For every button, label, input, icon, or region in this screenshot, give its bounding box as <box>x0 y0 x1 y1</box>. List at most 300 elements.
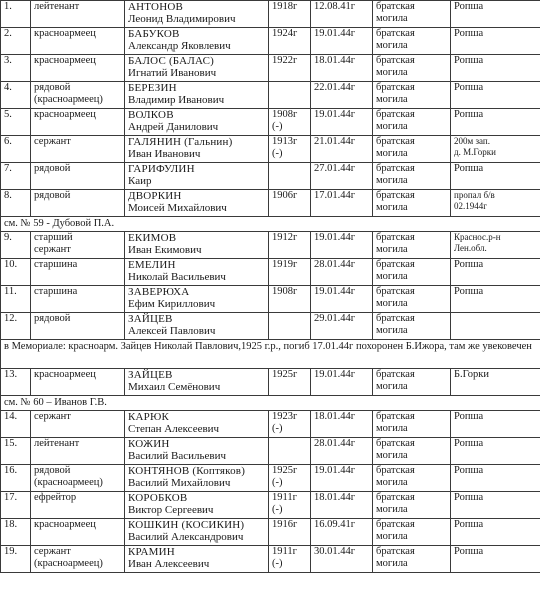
row-number: 2. <box>1 28 31 55</box>
burial-type-cell <box>373 369 451 396</box>
register-body <box>1 1 540 573</box>
given-name: Николай Васильевич <box>128 271 226 283</box>
burial-place-cell <box>451 465 540 492</box>
name-cell <box>125 438 269 465</box>
birth-year-cell <box>269 546 311 573</box>
rank-line: старший <box>34 232 73 243</box>
burial-type-cell <box>373 313 451 340</box>
birth-year-line: (-) <box>272 477 283 488</box>
burial-place-line: Ропша <box>454 411 484 422</box>
note-text: в Мемориале: красноарм. Зайцев Николай Павлович,1925 г.р., погиб 17.01.44г похоронен Б.Ижора, там же увековечен <box>1 340 540 369</box>
burial-type-cell <box>373 519 451 546</box>
table-row <box>1 136 540 163</box>
birth-year-cell <box>269 519 311 546</box>
table-row <box>1 82 540 109</box>
surname: ВОЛКОВ <box>128 109 174 121</box>
table-row <box>1 190 540 217</box>
burial-type-line: могила <box>376 423 408 434</box>
burial-place-line: Краснос.р-н <box>454 232 501 242</box>
row-number: 4. <box>1 82 31 109</box>
name-cell <box>125 190 269 217</box>
name-cell <box>125 232 269 259</box>
death-date-cell: 18.01.44г <box>311 55 373 82</box>
rank-line: сержант <box>34 546 71 557</box>
death-date-cell: 12.08.41г <box>311 1 373 28</box>
death-date-cell: 19.01.44г <box>311 286 373 313</box>
burial-type-line: могила <box>376 148 408 159</box>
birth-year-line: 1925г <box>272 369 298 380</box>
surname: КОЖИН <box>128 438 170 450</box>
row-number: 10. <box>1 259 31 286</box>
rank-cell <box>31 369 125 396</box>
row-number: 15. <box>1 438 31 465</box>
name-cell <box>125 1 269 28</box>
birth-year-line: 1923г <box>272 411 298 422</box>
burial-place-cell <box>451 82 540 109</box>
surname: ЗАВЕРЮХА <box>128 286 190 298</box>
burial-type-cell <box>373 55 451 82</box>
burial-type-cell <box>373 28 451 55</box>
birth-year-line: (-) <box>272 504 283 515</box>
rank-line: старшина <box>34 286 78 297</box>
given-name: Андрей Данилович <box>128 121 219 133</box>
rank-cell <box>31 163 125 190</box>
birth-year-line: (-) <box>272 423 283 434</box>
birth-year-line: 1912г <box>272 232 298 243</box>
burial-place-cell <box>451 190 540 217</box>
given-name: Василий Александрович <box>128 531 244 543</box>
birth-year-cell <box>269 82 311 109</box>
birth-year-line: (-) <box>272 121 283 132</box>
burial-type-line: могила <box>376 175 408 186</box>
death-date-cell: 28.01.44г <box>311 259 373 286</box>
burial-type-cell <box>373 286 451 313</box>
note-text: см. № 59 - Дубовой П.А. <box>1 217 540 232</box>
row-number: 7. <box>1 163 31 190</box>
surname: КАРЮК <box>128 411 170 423</box>
burial-type-line: могила <box>376 298 408 309</box>
rank-cell <box>31 190 125 217</box>
surname: ЕКИМОВ <box>128 232 177 244</box>
name-cell <box>125 259 269 286</box>
burial-type-line: братская <box>376 369 415 380</box>
birth-year-cell <box>269 492 311 519</box>
birth-year-cell <box>269 136 311 163</box>
row-number: 16. <box>1 465 31 492</box>
name-cell <box>125 411 269 438</box>
rank-line: красноармеец <box>34 369 96 380</box>
row-number: 5. <box>1 109 31 136</box>
burial-type-line: братская <box>376 492 415 503</box>
burial-place-line: 02.1944г <box>454 201 487 211</box>
table-row <box>1 286 540 313</box>
burial-type-line: братская <box>376 519 415 530</box>
burial-place-line: Ропша <box>454 55 484 66</box>
birth-year-line: (-) <box>272 558 283 569</box>
burial-place-cell <box>451 55 540 82</box>
given-name: Иван Алексеевич <box>128 558 210 570</box>
table-row <box>1 519 540 546</box>
birth-year-line: 1916г <box>272 519 298 530</box>
burial-type-line: могила <box>376 40 408 51</box>
row-number: 6. <box>1 136 31 163</box>
burial-place-cell <box>451 163 540 190</box>
burial-type-cell <box>373 259 451 286</box>
table-row <box>1 411 540 438</box>
name-cell <box>125 519 269 546</box>
row-number: 17. <box>1 492 31 519</box>
table-row <box>1 313 540 340</box>
burial-type-line: могила <box>376 121 408 132</box>
burial-type-cell <box>373 232 451 259</box>
name-cell <box>125 55 269 82</box>
death-date-cell: 18.01.44г <box>311 492 373 519</box>
table-row <box>1 369 540 396</box>
surname: ДВОРКИН <box>128 190 182 202</box>
surname: ГАРИФУЛИН <box>128 163 195 175</box>
birth-year-line: 1906г <box>272 190 298 201</box>
rank-cell <box>31 55 125 82</box>
burial-place-cell <box>451 438 540 465</box>
table-row <box>1 546 540 573</box>
table-row <box>1 259 540 286</box>
rank-cell <box>31 411 125 438</box>
note-row <box>1 340 540 369</box>
birth-year-cell <box>269 55 311 82</box>
row-number: 14. <box>1 411 31 438</box>
burial-place-cell <box>451 1 540 28</box>
burial-type-line: могила <box>376 450 408 461</box>
birth-year-line: 1908г <box>272 286 298 297</box>
burial-place-line: Ропша <box>454 109 484 120</box>
given-name: Владимир Иванович <box>128 94 225 106</box>
birth-year-line: 1924г <box>272 28 298 39</box>
burial-type-line: братская <box>376 411 415 422</box>
surname: БАЛОС (БАЛАС) <box>128 55 214 67</box>
rank-line: красноармеец <box>34 55 96 66</box>
surname: АНТОНОВ <box>128 1 184 13</box>
burial-type-line: братская <box>376 109 415 120</box>
rank-line: красноармеец <box>34 109 96 120</box>
death-date-cell: 19.01.44г <box>311 28 373 55</box>
table-row <box>1 55 540 82</box>
burial-place-line: Ропша <box>454 82 484 93</box>
given-name: Михаил Семёнович <box>128 381 221 393</box>
given-name: Василий Михайлович <box>128 477 231 489</box>
surname: ГАЛЯНИН (Гальнин) <box>128 136 233 148</box>
burial-type-line: братская <box>376 465 415 476</box>
rank-line: рядовой <box>34 163 71 174</box>
row-number: 19. <box>1 546 31 573</box>
burial-place-line: Ропша <box>454 1 484 12</box>
burial-place-line: Ропша <box>454 163 484 174</box>
death-date-cell: 16.09.41г <box>311 519 373 546</box>
row-number: 18. <box>1 519 31 546</box>
row-number: 12. <box>1 313 31 340</box>
rank-cell <box>31 28 125 55</box>
rank-cell <box>31 232 125 259</box>
burial-type-cell <box>373 82 451 109</box>
rank-line: (красноармеец) <box>34 477 103 488</box>
death-date-cell: 19.01.44г <box>311 465 373 492</box>
burial-place-cell <box>451 136 540 163</box>
surname: КОШКИН (КОСИКИН) <box>128 519 245 531</box>
burial-type-line: братская <box>376 313 415 324</box>
given-name: Александр Яковлевич <box>128 40 231 52</box>
given-name: Игнатий Иванович <box>128 67 217 79</box>
birth-year-cell <box>269 232 311 259</box>
burial-type-line: братская <box>376 259 415 270</box>
name-cell <box>125 369 269 396</box>
birth-year-cell <box>269 369 311 396</box>
birth-year-cell <box>269 109 311 136</box>
burial-place-line: д. М.Горки <box>454 147 496 157</box>
birth-year-cell <box>269 28 311 55</box>
burial-type-line: могила <box>376 477 408 488</box>
burial-place-cell <box>451 492 540 519</box>
death-date-cell: 30.01.44г <box>311 546 373 573</box>
note-row <box>1 217 540 232</box>
rank-line: красноармеец <box>34 28 96 39</box>
rank-cell <box>31 82 125 109</box>
birth-year-cell <box>269 465 311 492</box>
birth-year-cell <box>269 163 311 190</box>
burial-place-cell <box>451 546 540 573</box>
rank-line: рядовой <box>34 465 71 476</box>
death-date-cell: 29.01.44г <box>311 313 373 340</box>
rank-line: лейтенант <box>34 438 80 449</box>
table-row <box>1 438 540 465</box>
table-row <box>1 1 540 28</box>
table-row <box>1 28 540 55</box>
row-number: 9. <box>1 232 31 259</box>
burial-place-line: Ропша <box>454 259 484 270</box>
burial-place-cell <box>451 286 540 313</box>
rank-line: (красноармеец) <box>34 94 103 105</box>
birth-year-cell <box>269 313 311 340</box>
given-name: Алексей Павлович <box>128 325 216 337</box>
rank-line: рядовой <box>34 82 71 93</box>
death-date-cell: 19.01.44г <box>311 109 373 136</box>
surname: БАБУКОВ <box>128 28 180 40</box>
row-number: 3. <box>1 55 31 82</box>
birth-year-line: 1925г <box>272 465 298 476</box>
row-number: 11. <box>1 286 31 313</box>
death-date-cell: 22.01.44г <box>311 82 373 109</box>
birth-year-line: 1911г <box>272 546 297 557</box>
name-cell <box>125 136 269 163</box>
burial-type-line: братская <box>376 232 415 243</box>
birth-year-line: 1919г <box>272 259 298 270</box>
given-name: Леонид Владимирович <box>128 13 236 25</box>
surname: КОНТЯНОВ (Коптяков) <box>128 465 246 477</box>
burial-place-line: Ропша <box>454 465 484 476</box>
birth-year-cell <box>269 411 311 438</box>
burial-type-line: братская <box>376 438 415 449</box>
rank-line: сержант <box>34 244 71 255</box>
row-number: 1. <box>1 1 31 28</box>
note-row <box>1 396 540 411</box>
table-row <box>1 163 540 190</box>
burial-place-cell <box>451 232 540 259</box>
rank-cell <box>31 438 125 465</box>
rank-cell <box>31 465 125 492</box>
burial-type-line: братская <box>376 546 415 557</box>
burial-type-line: могила <box>376 558 408 569</box>
rank-line: красноармеец <box>34 519 96 530</box>
rank-line: (красноармеец) <box>34 558 103 569</box>
burial-type-line: могила <box>376 13 408 24</box>
name-cell <box>125 546 269 573</box>
burial-type-line: братская <box>376 190 415 201</box>
burial-type-cell <box>373 136 451 163</box>
given-name: Иван Иванович <box>128 148 201 160</box>
rank-cell <box>31 313 125 340</box>
burial-place-line: Ропша <box>454 519 484 530</box>
burial-type-cell <box>373 1 451 28</box>
birth-year-cell <box>269 1 311 28</box>
surname: БЕРЕЗИН <box>128 82 177 94</box>
burial-type-line: могила <box>376 381 408 392</box>
burial-type-line: могила <box>376 504 408 515</box>
burial-type-cell <box>373 492 451 519</box>
death-date-cell: 21.01.44г <box>311 136 373 163</box>
death-date-cell: 19.01.44г <box>311 369 373 396</box>
rank-line: сержант <box>34 136 71 147</box>
rank-cell <box>31 546 125 573</box>
given-name: Василий Васильевич <box>128 450 226 462</box>
rank-line: сержант <box>34 411 71 422</box>
burial-place-cell <box>451 259 540 286</box>
burial-type-line: могила <box>376 271 408 282</box>
burial-type-line: братская <box>376 163 415 174</box>
table-row <box>1 109 540 136</box>
table-row <box>1 492 540 519</box>
rank-cell <box>31 519 125 546</box>
burial-type-line: братская <box>376 28 415 39</box>
surname: КОРОБКОВ <box>128 492 188 504</box>
burial-type-line: братская <box>376 1 415 12</box>
rank-cell <box>31 259 125 286</box>
rank-line: лейтенант <box>34 1 80 12</box>
given-name: Каир <box>128 175 152 187</box>
burial-type-cell <box>373 438 451 465</box>
burial-type-line: могила <box>376 325 408 336</box>
burial-type-line: могила <box>376 531 408 542</box>
name-cell <box>125 28 269 55</box>
given-name: Ефим Кириллович <box>128 298 216 310</box>
burial-type-cell <box>373 546 451 573</box>
name-cell <box>125 82 269 109</box>
surname: ЕМЕЛИН <box>128 259 176 271</box>
birth-year-cell <box>269 259 311 286</box>
table-row <box>1 232 540 259</box>
burial-type-line: могила <box>376 67 408 78</box>
table-row <box>1 465 540 492</box>
birth-year-line: 1922г <box>272 55 298 66</box>
burial-place-line: Ропша <box>454 286 484 297</box>
birth-year-cell <box>269 438 311 465</box>
burial-place-line: 200м зап. <box>454 136 490 146</box>
name-cell <box>125 109 269 136</box>
row-number: 13. <box>1 369 31 396</box>
burial-type-line: братская <box>376 55 415 66</box>
burial-type-line: братская <box>376 286 415 297</box>
burial-place-line: Ропша <box>454 492 484 503</box>
burial-place-cell <box>451 28 540 55</box>
burial-type-cell <box>373 163 451 190</box>
burial-place-cell <box>451 313 540 340</box>
death-date-cell: 27.01.44г <box>311 163 373 190</box>
burial-type-line: могила <box>376 244 408 255</box>
burial-type-line: могила <box>376 94 408 105</box>
name-cell <box>125 492 269 519</box>
rank-line: рядовой <box>34 313 71 324</box>
burial-type-line: братская <box>376 136 415 147</box>
burial-place-line: Б.Горки <box>454 369 490 380</box>
birth-year-line: (-) <box>272 148 283 159</box>
burial-place-line: Ропша <box>454 546 484 557</box>
burial-type-cell <box>373 109 451 136</box>
surname: КРАМИН <box>128 546 175 558</box>
rank-cell <box>31 136 125 163</box>
rank-line: ефрейтор <box>34 492 77 503</box>
burial-place-cell <box>451 109 540 136</box>
burial-type-cell <box>373 190 451 217</box>
row-number: 8. <box>1 190 31 217</box>
name-cell <box>125 313 269 340</box>
birth-year-cell <box>269 286 311 313</box>
rank-cell <box>31 492 125 519</box>
surname: ЗАЙЦЕВ <box>128 369 173 381</box>
given-name: Виктор Сергеевич <box>128 504 214 516</box>
given-name: Моисей Михайлович <box>128 202 227 214</box>
surname: ЗАЙЦЕВ <box>128 313 173 325</box>
name-cell <box>125 465 269 492</box>
burial-place-cell <box>451 369 540 396</box>
birth-year-line: 1908г <box>272 109 298 120</box>
burial-place-line: Ропша <box>454 438 484 449</box>
death-date-cell: 18.01.44г <box>311 411 373 438</box>
birth-year-line: 1913г <box>272 136 298 147</box>
burial-place-cell <box>451 411 540 438</box>
death-date-cell: 17.01.44г <box>311 190 373 217</box>
burial-place-line: Лен.обл. <box>454 243 487 253</box>
birth-year-cell <box>269 190 311 217</box>
burial-type-cell <box>373 411 451 438</box>
rank-cell <box>31 1 125 28</box>
rank-cell <box>31 286 125 313</box>
given-name: Степан Алексеевич <box>128 423 220 435</box>
burial-type-line: могила <box>376 202 408 213</box>
death-date-cell: 19.01.44г <box>311 232 373 259</box>
burial-place-line: Ропша <box>454 28 484 39</box>
burial-place-line: пропал б/в <box>454 190 495 200</box>
death-date-cell: 28.01.44г <box>311 438 373 465</box>
rank-line: старшина <box>34 259 78 270</box>
burial-type-line: братская <box>376 82 415 93</box>
given-name: Иван Екимович <box>128 244 202 256</box>
note-text: см. № 60 – Иванов Г.В. <box>1 396 540 411</box>
burial-place-cell <box>451 519 540 546</box>
name-cell <box>125 286 269 313</box>
rank-cell <box>31 109 125 136</box>
burial-type-cell <box>373 465 451 492</box>
birth-year-line: 1911г <box>272 492 297 503</box>
name-cell <box>125 163 269 190</box>
rank-line: рядовой <box>34 190 71 201</box>
birth-year-line: 1918г <box>272 1 298 12</box>
